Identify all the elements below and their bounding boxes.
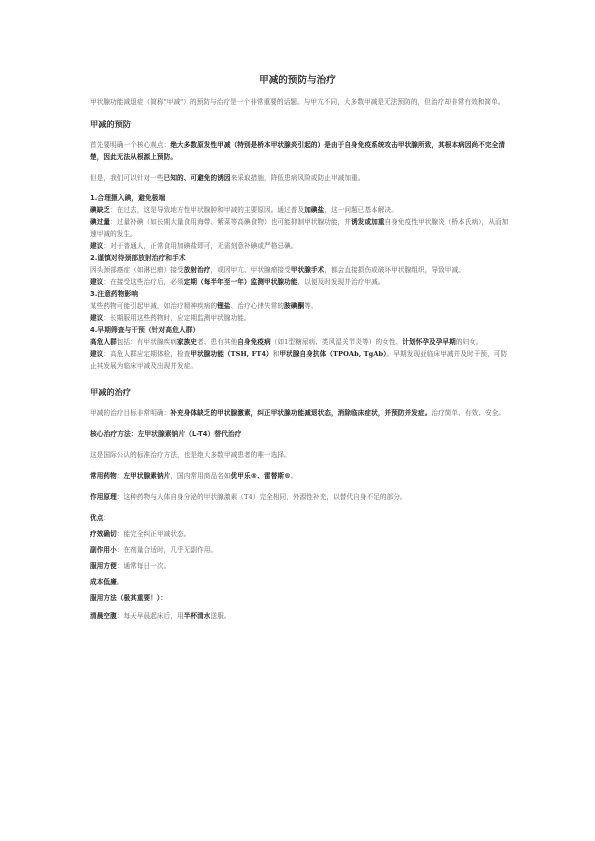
advantages-label: 优点: [90, 514, 104, 522]
screening-advice-label: 建议: [90, 350, 104, 358]
common-drug-label: 常用药物: [90, 472, 117, 480]
iodine-deficiency-paragraph: [90, 204, 510, 216]
prevention-heading: 甲减的预防: [90, 119, 131, 129]
advantage-text: ：在剂量合适时，几乎无副作用。: [116, 546, 218, 554]
document-title: 甲减的预防与治疗: [259, 75, 336, 86]
advantage-label: 成本低廉: [90, 578, 117, 586]
method-text-2: 送服。: [210, 612, 231, 620]
advantage-item: [90, 544, 510, 556]
treatment-heading: 甲减的治疗: [90, 387, 131, 397]
iodine-deficiency-text-2: ，这一问题已基本解决。: [324, 206, 398, 214]
high-risk-text-3: （如1型糖尿病、类风湿关节炎等）的女性、: [270, 338, 403, 346]
drug-advice-text: ：长期服用这些药物时，应定期监测甲状腺功能。: [103, 314, 251, 322]
drug-effects-heading: 3.注意药物影响: [90, 290, 139, 298]
screening-advice-text-3: 。早期发现亚临床甲减并及时干预，可防止其发展为临床甲减及出现并发症。: [90, 350, 508, 370]
antibodies-bold: 甲状腺自身抗体（TPOAb, TgAb）: [279, 350, 387, 358]
radiation-advice-text-2: ，以便及时发现并治疗甲减。: [297, 278, 385, 286]
method-label: 清晨空腹: [90, 612, 117, 620]
high-risk-text-2: 者、患有其他: [197, 338, 238, 346]
treatment-goal-paragraph: [90, 407, 510, 419]
high-risk-paragraph: [90, 336, 510, 348]
advantages-colon: ：: [103, 514, 111, 522]
lithium-bold: 锂盐: [217, 302, 231, 310]
screening-advice-text-2: 和: [272, 350, 280, 358]
half-cup-water-bold: 半杯清水: [183, 612, 211, 620]
advantage-item: [90, 560, 510, 572]
mechanism-paragraph: [90, 491, 510, 503]
core-viewpoint-paragraph: [90, 139, 510, 163]
high-risk-text-4: 的妇女。: [455, 338, 483, 346]
common-drug-colon: ：: [116, 472, 124, 480]
common-drug-paragraph: [90, 470, 510, 482]
drug-effects-text-2: 、治疗心律失常的: [230, 302, 285, 310]
screening-heading: 4.早期筛查与干预（针对高危人群）: [90, 326, 200, 334]
amiodarone-bold: 胺碘酮: [284, 302, 305, 310]
radiation-advice-paragraph: [90, 276, 510, 288]
radiation-text-1: 因头颈部癌症（如淋巴瘤）接受: [90, 266, 184, 274]
advantage-item: [90, 528, 510, 540]
iodine-deficiency-text-1: ：在过去，这是导致地方性甲状腺肿和甲减的主要原因。通过普及: [110, 206, 305, 214]
advantage-text: 。: [116, 578, 124, 586]
advantage-label: 副作用小: [90, 546, 117, 554]
core-viewpoint-bold: 绝大多数原发性甲减（特别是桥本甲状腺炎引起的）是由于自身免疫系统攻击甲状腺所致，其根本病因尚不完全清楚，因此无法从根源上预防。: [90, 141, 506, 161]
radiation-therapy-bold: 放射治疗: [183, 266, 211, 274]
core-treatment-desc: 这是国际公认的标准治疗方法，也是绝大多数甲减患者的唯一选择。: [90, 451, 291, 459]
mechanism-text: ：这种药物与人体自身分泌的甲状腺激素（T4）完全相同，外源性补充，以替代自身不足的部分。: [116, 493, 407, 501]
known-causes-text-2: 来采取措施，降低患病风险或防止甲减加重。: [230, 174, 365, 182]
levothyroxine-bold: 左甲状腺素钠片: [123, 472, 171, 480]
radiation-text-3: ，都会直接损伤或破坏甲状腺组织，导致甲减。: [324, 266, 465, 274]
known-causes-paragraph: [90, 172, 510, 184]
iodine-advice-label: 建议: [90, 242, 104, 250]
known-causes-text-1: 但是，我们可以针对一些: [90, 174, 164, 182]
intro-paragraph: 甲状腺功能减退症（简称"甲减"）的预防与治疗是一个非常重要的话题。与甲亢不同，大多数甲减是无法预防的，但治疗却非常有效和简单。: [90, 98, 505, 106]
method-heading: 服用方法（极其重要！）：: [90, 594, 168, 602]
family-history-bold: 家族史: [177, 338, 198, 346]
common-drug-end: 。: [290, 472, 298, 480]
core-treatment-heading: 核心治疗方法：左甲状腺素钠片（L-T4）替代治疗: [90, 430, 242, 438]
method-text-1: ：每天早晨起床后，用: [116, 612, 184, 620]
advantage-text: ：能完全纠正甲减状态。: [116, 530, 191, 538]
advantages-heading: [90, 512, 510, 524]
iodine-advice-text: ：对于普通人，正常食用加碘盐即可，无需刻意补碘或严格忌碘。: [103, 242, 298, 250]
treatment-goal-text-1: 甲减的治疗目标非常明确：: [90, 409, 171, 417]
screening-advice-paragraph: [90, 348, 510, 372]
radiation-advice-label: 建议: [90, 278, 104, 286]
iodine-deficiency-label: 碘缺乏: [90, 206, 111, 214]
iodine-excess-bold: 诱发或加重: [351, 218, 385, 226]
advantage-label: 服用方便: [90, 562, 117, 570]
thyroid-surgery-bold: 甲状腺手术: [290, 266, 325, 274]
autoimmune-bold: 自身免疫病: [237, 338, 271, 346]
treatment-goal-text-2: 治疗简单、有效、安全。: [431, 409, 506, 417]
drug-advice-label: 建议: [90, 314, 104, 322]
core-viewpoint-prefix: 首先要明确一个核心观点：: [90, 141, 171, 149]
radiation-advice-text-1: ：在接受这些治疗后，必须: [103, 278, 184, 286]
mechanism-label: 作用原理: [90, 493, 117, 501]
regular-monitoring-bold: 定期（每半年至一年）监测甲状腺功能: [183, 278, 298, 286]
advantage-label: 疗效确切: [90, 530, 117, 538]
iodine-excess-paragraph: [90, 216, 510, 240]
advantage-item: [90, 576, 510, 588]
method-item: [90, 610, 510, 622]
iodine-excess-text-1: ：过量补碘（如长期大量食用海带、紫菜等高碘食物）也可能抑制甲状腺功能，并: [110, 218, 352, 226]
document-body: [90, 96, 510, 622]
high-risk-label: 高危人群: [90, 338, 117, 346]
iodized-salt-bold: 加碘盐: [304, 206, 325, 214]
method-heading-paragraph: [90, 592, 510, 604]
screening-advice-text-1: ：高危人群应定期体检，检查: [103, 350, 191, 358]
iodine-excess-text-2: 自身免疫性甲状腺炎（桥本氏病），从而加速甲减的发生。: [90, 218, 509, 238]
iodine-excess-label: 碘过量: [90, 218, 111, 226]
drug-effects-paragraph: [90, 300, 510, 312]
iodine-heading: 1.合理摄入碘，避免极端: [90, 194, 166, 202]
advantage-text: ：通常每日一次。: [116, 562, 171, 570]
known-causes-bold: 已知的、可避免的诱因: [163, 174, 231, 182]
iodine-advice-paragraph: [90, 240, 510, 252]
pregnancy-bold: 计划怀孕及孕早期: [402, 338, 456, 346]
high-risk-text-1: 包括：有甲状腺疾病: [116, 338, 178, 346]
radiation-text-2: ，或因甲亢、甲状腺瘤接受: [210, 266, 291, 274]
drug-effects-text-3: 等。: [304, 302, 318, 310]
radiation-surgery-heading: 2.谨慎对待颈部放射治疗和手术: [90, 254, 186, 262]
radiation-surgery-paragraph: [90, 264, 510, 276]
thyroid-function-bold: 甲状腺功能（TSH, FT4）: [190, 350, 273, 358]
treatment-goal-bold: 补充身体缺乏的甲状腺激素，纠正甲状腺功能减退状态，消除临床症状，并预防并发症。: [170, 409, 432, 417]
drug-advice-paragraph: [90, 312, 510, 324]
brand-names-bold: 优甲乐®、雷替斯®: [230, 472, 291, 480]
common-drug-text: ，国内常用商品名如: [170, 472, 231, 480]
drug-effects-text-1: 某些药物可能引起甲减，如治疗精神疾病的: [90, 302, 218, 310]
